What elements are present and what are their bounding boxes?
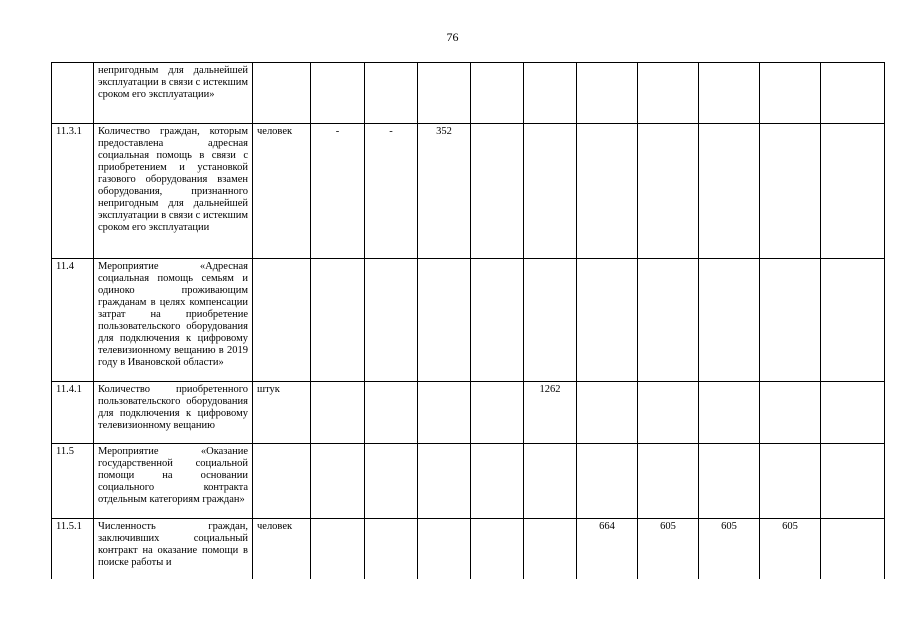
row-value <box>577 444 638 519</box>
row-value: 605 <box>760 519 821 579</box>
row-value <box>821 519 885 579</box>
table-row <box>52 519 885 579</box>
row-value: 605 <box>699 519 760 579</box>
row-value <box>524 444 577 519</box>
row-value <box>699 382 760 444</box>
row-unit <box>253 63 311 124</box>
row-description: Количество приобретенного пользовательского оборудования для подключения к цифровому телевизионному вещанию <box>94 382 253 444</box>
row-value <box>524 63 577 124</box>
row-value <box>311 259 365 382</box>
row-value <box>638 124 699 259</box>
row-value <box>311 382 365 444</box>
row-value <box>699 63 760 124</box>
table-row <box>52 124 885 259</box>
row-description: Мероприятие «Оказание государственной социальной помощи на основании социального контракта отдельным категориям граждан» <box>94 444 253 519</box>
row-value <box>577 382 638 444</box>
row-value <box>638 63 699 124</box>
row-value <box>760 382 821 444</box>
row-value <box>760 444 821 519</box>
row-value <box>577 124 638 259</box>
row-value <box>524 259 577 382</box>
row-value: - <box>311 124 365 259</box>
row-number: 11.4 <box>52 259 94 382</box>
row-description: Количество граждан, которым предоставлена адресная социальная помощь в связи с приобретением и установкой газового оборудования взамен оборудования, признанного непригодным для дальнейшей эксплуатации в связи с истекшим сроком его эксплуатации <box>94 124 253 259</box>
row-unit: человек <box>253 124 311 259</box>
table-row <box>52 444 885 519</box>
row-value <box>821 63 885 124</box>
row-value <box>418 519 471 579</box>
row-value <box>471 124 524 259</box>
row-value: - <box>365 124 418 259</box>
row-value: 1262 <box>524 382 577 444</box>
row-value: 664 <box>577 519 638 579</box>
row-description: Мероприятие «Адресная социальная помощь семьям и одиноко проживающим гражданам в целях компенсации затрат на приобретение пользовательского оборудования для подключения к цифровому телевизионному вещанию в 2019 году в Ивановской области» <box>94 259 253 382</box>
row-value <box>524 519 577 579</box>
row-value <box>365 382 418 444</box>
row-value <box>699 124 760 259</box>
row-description: Численность граждан, заключивших социальный контракт на оказание помощи в поиске работы и <box>94 519 253 579</box>
table-row <box>52 382 885 444</box>
table-row <box>52 259 885 382</box>
row-value <box>418 259 471 382</box>
indicators-table <box>51 62 885 579</box>
row-number <box>52 63 94 124</box>
row-value <box>638 444 699 519</box>
row-value <box>365 519 418 579</box>
row-value <box>638 259 699 382</box>
row-value <box>699 444 760 519</box>
row-value <box>418 382 471 444</box>
row-unit: человек <box>253 519 311 579</box>
row-value <box>471 444 524 519</box>
row-value <box>365 63 418 124</box>
row-value <box>471 382 524 444</box>
page-number: 76 <box>446 30 459 44</box>
row-value: 605 <box>638 519 699 579</box>
row-value <box>821 259 885 382</box>
row-value <box>418 444 471 519</box>
row-value <box>471 259 524 382</box>
row-number: 11.5 <box>52 444 94 519</box>
row-value <box>418 63 471 124</box>
row-value <box>365 444 418 519</box>
row-value <box>638 382 699 444</box>
row-value <box>577 259 638 382</box>
row-value <box>524 124 577 259</box>
row-unit: штук <box>253 382 311 444</box>
row-value <box>760 63 821 124</box>
row-value <box>311 63 365 124</box>
row-value <box>760 124 821 259</box>
row-value <box>699 259 760 382</box>
row-value <box>471 519 524 579</box>
row-value <box>577 63 638 124</box>
row-value <box>365 259 418 382</box>
table-row <box>52 63 885 124</box>
row-number: 11.4.1 <box>52 382 94 444</box>
row-value: 352 <box>418 124 471 259</box>
row-number: 11.5.1 <box>52 519 94 579</box>
row-value <box>311 519 365 579</box>
row-description: непригодным для дальнейшей эксплуатации в связи с истекшим сроком его эксплуатации» <box>94 63 253 124</box>
row-value <box>760 259 821 382</box>
row-unit <box>253 259 311 382</box>
row-value <box>821 382 885 444</box>
row-value <box>471 63 524 124</box>
row-unit <box>253 444 311 519</box>
row-value <box>821 444 885 519</box>
row-value <box>821 124 885 259</box>
row-value <box>311 444 365 519</box>
row-number: 11.3.1 <box>52 124 94 259</box>
